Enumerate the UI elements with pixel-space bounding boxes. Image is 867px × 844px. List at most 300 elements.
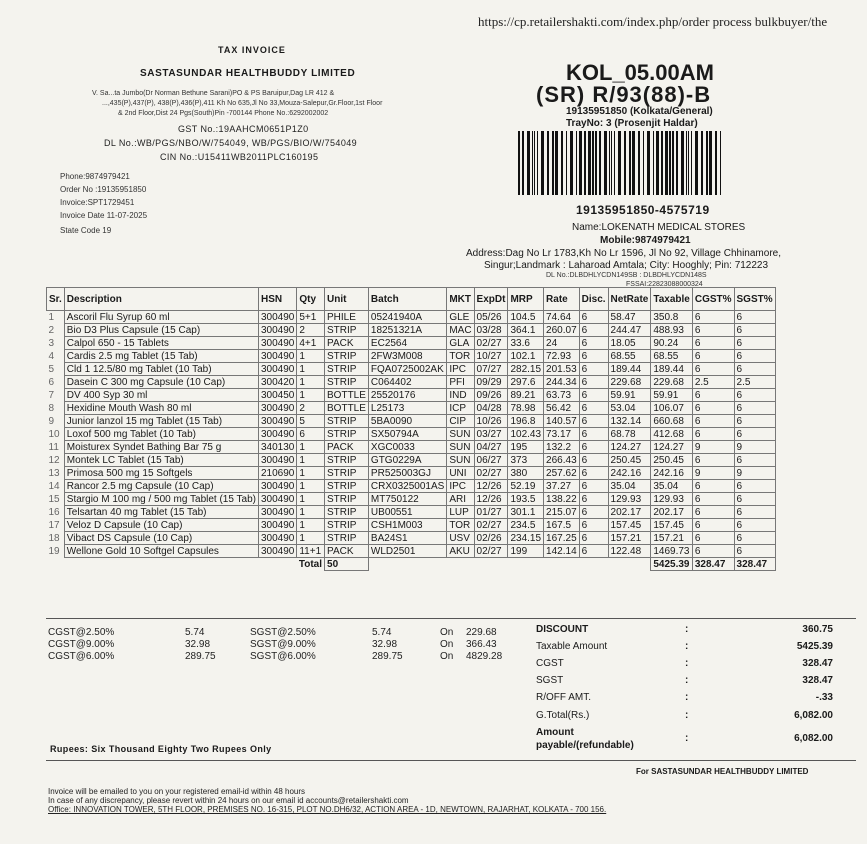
table-cell: 58.47 xyxy=(608,311,651,324)
table-cell: 6 xyxy=(579,337,608,350)
table-cell: C064402 xyxy=(368,376,446,389)
company-cin: CIN No.:U15411WB2011PLC160195 xyxy=(160,152,319,162)
table-cell: STRIP xyxy=(325,324,369,337)
column-header: SGST% xyxy=(734,288,775,311)
table-cell: 6 xyxy=(692,454,734,467)
table-cell: 234.15 xyxy=(508,532,544,545)
table-cell: BA24S1 xyxy=(368,532,446,545)
column-header: CGST% xyxy=(692,288,734,311)
table-cell: 6 xyxy=(692,389,734,402)
table-cell: 6 xyxy=(734,480,775,493)
table-cell: 6 xyxy=(692,506,734,519)
table-cell: 6 xyxy=(734,363,775,376)
table-cell: STRIP xyxy=(325,428,369,441)
table-cell: ICP xyxy=(447,402,474,415)
customer-address-1: Address:Dag No Lr 1783,Kh No Lr 1596, Jl No 92, Village Chhinamore, xyxy=(466,248,781,259)
table-cell: 6 xyxy=(692,337,734,350)
table-cell: Dasein C 300 mg Capsule (10 Cap) xyxy=(64,376,258,389)
barcode-bar xyxy=(672,131,674,195)
table-cell: 18 xyxy=(48,532,60,544)
table-cell: 14 xyxy=(48,480,60,492)
barcode-bar xyxy=(643,131,644,195)
table-cell: DV 400 Syp 30 ml xyxy=(64,389,258,402)
table-cell: 74.64 xyxy=(544,311,580,324)
table-cell: 138.22 xyxy=(544,493,580,506)
table-cell: IPC xyxy=(447,480,474,493)
table-cell: Hexidine Mouth Wash 80 ml xyxy=(64,402,258,415)
barcode-bar xyxy=(522,131,524,195)
totals-label: SGST xyxy=(536,675,564,686)
table-cell: STRIP xyxy=(325,506,369,519)
table-row xyxy=(47,389,776,402)
column-header: Sr. xyxy=(47,288,65,311)
table-cell: 132.14 xyxy=(608,415,651,428)
table-cell: 05241940A xyxy=(368,311,446,324)
amount-payable-label-2: payable/(refundable) xyxy=(536,740,634,751)
table-row xyxy=(47,467,776,480)
table-cell: 18251321A xyxy=(368,324,446,337)
tax-summary-on-label: On xyxy=(440,639,454,650)
table-cell: 6 xyxy=(579,363,608,376)
table-cell: FQA0725002AK xyxy=(368,363,446,376)
total-row xyxy=(47,558,776,571)
table-cell: 6 xyxy=(692,363,734,376)
table-cell: 488.93 xyxy=(651,324,693,337)
dispatch-slot: KOL_05.00AM xyxy=(566,60,714,85)
table-cell: 300450 xyxy=(258,389,296,402)
table-row xyxy=(47,402,776,415)
table-cell: 157.45 xyxy=(651,519,693,532)
amount-payable-value: 6,082.00 xyxy=(794,733,833,744)
table-cell: BOTTLE xyxy=(325,402,369,415)
shipping-barcode xyxy=(518,131,842,195)
customer-mobile: Mobile:9874979421 xyxy=(600,235,691,246)
table-cell: 6 xyxy=(734,532,775,545)
table-row xyxy=(47,506,776,519)
barcode-bar xyxy=(592,131,594,195)
table-cell: 157.21 xyxy=(651,532,693,545)
table-cell: 17 xyxy=(48,519,60,531)
table-cell: 380 xyxy=(508,467,544,480)
barcode-bar xyxy=(609,131,610,195)
table-cell: 157.45 xyxy=(608,519,651,532)
barcode-bar xyxy=(656,131,659,195)
table-cell: 300490 xyxy=(258,480,296,493)
table-cell: 6 xyxy=(734,454,775,467)
barcode-bar xyxy=(629,131,631,195)
table-cell: 6 xyxy=(692,402,734,415)
table-cell: STRIP xyxy=(325,363,369,376)
table-row xyxy=(47,545,776,558)
table-cell: MT750122 xyxy=(368,493,446,506)
table-cell: 129.93 xyxy=(651,493,693,506)
customer-address-2: Singur;Landmark : Laharoad Amtala; City: Hooghly; Pin: 712223 xyxy=(484,260,769,271)
invoice-date: Invoice Date 11-07-2025 xyxy=(60,211,148,220)
barcode-bar xyxy=(681,131,684,195)
table-header-row xyxy=(47,288,776,311)
totals-colon: : xyxy=(685,692,689,703)
table-cell: 1 xyxy=(297,493,325,506)
table-row xyxy=(47,519,776,532)
barcode-bar xyxy=(647,131,650,195)
table-cell: 63.73 xyxy=(544,389,580,402)
table-row xyxy=(47,376,776,389)
table-cell: BOTTLE xyxy=(325,389,369,402)
table-cell: 03/27 xyxy=(474,428,508,441)
barcode-bar xyxy=(576,131,577,195)
table-cell: 199 xyxy=(508,545,544,558)
table-cell: 02/26 xyxy=(474,532,508,545)
table-cell: 5 xyxy=(48,363,55,375)
table-cell: 2.5 xyxy=(734,376,775,389)
barcode-bar xyxy=(518,131,520,195)
table-cell: PACK xyxy=(325,337,369,350)
table-cell: 6 xyxy=(734,337,775,350)
table-cell: 24 xyxy=(544,337,580,350)
barcode-bar xyxy=(570,131,573,195)
table-cell: 9 xyxy=(48,415,55,427)
table-cell: 6 xyxy=(579,311,608,324)
table-cell: 300490 xyxy=(258,506,296,519)
totals-value: -.33 xyxy=(815,692,833,703)
table-cell: STRIP xyxy=(325,532,369,545)
table-cell: GTG0229A xyxy=(368,454,446,467)
table-cell: SUN xyxy=(447,454,474,467)
table-cell: 04/28 xyxy=(474,402,508,415)
table-cell: 52.19 xyxy=(508,480,544,493)
table-cell: 2 xyxy=(297,402,325,415)
table-cell: 9 xyxy=(734,441,775,454)
totals-colon: : xyxy=(685,624,689,635)
barcode-bar xyxy=(669,131,671,195)
tax-summary-cgst-label: CGST@2.50% xyxy=(48,627,115,638)
table-cell: 244.47 xyxy=(608,324,651,337)
table-cell: 90.24 xyxy=(651,337,693,350)
totals-label: G.Total(Rs.) xyxy=(536,710,590,721)
barcode-bar xyxy=(614,131,615,195)
table-cell: 1 xyxy=(297,532,325,545)
table-cell: 12/26 xyxy=(474,493,508,506)
table-cell: TOR xyxy=(447,519,474,532)
table-cell: 266.43 xyxy=(544,454,580,467)
table-cell: 73.17 xyxy=(544,428,580,441)
table-cell: 210690 xyxy=(258,467,296,480)
table-cell: 18.05 xyxy=(608,337,651,350)
barcode-bar xyxy=(532,131,533,195)
table-cell: 350.8 xyxy=(651,311,693,324)
table-cell: SX50794A xyxy=(368,428,446,441)
table-cell: CSH1M003 xyxy=(368,519,446,532)
table-cell: 300490 xyxy=(258,545,296,558)
table-cell: 6 xyxy=(734,545,775,558)
customer-dl: DL No.:DLBDHLYCDN149SB : DLBDHLYCDN148S xyxy=(546,272,707,279)
table-cell: 300490 xyxy=(258,415,296,428)
totals-label: R/OFF AMT. xyxy=(536,692,591,703)
table-row xyxy=(47,480,776,493)
table-cell: 6 xyxy=(579,441,608,454)
table-cell: 6 xyxy=(692,350,734,363)
table-cell: 6 xyxy=(579,545,608,558)
divider xyxy=(46,760,856,761)
table-cell: 167.5 xyxy=(544,519,580,532)
table-cell: 6 xyxy=(579,480,608,493)
table-cell: PACK xyxy=(325,545,369,558)
table-cell: 202.17 xyxy=(608,506,651,519)
barcode-bar xyxy=(665,131,668,195)
table-cell: 6 xyxy=(734,415,775,428)
barcode-bar xyxy=(618,131,621,195)
table-cell: 6 xyxy=(692,311,734,324)
item-table-body xyxy=(47,311,776,558)
table-cell: Primosa 500 mg 15 Softgels xyxy=(64,467,258,480)
table-cell: 1 xyxy=(297,376,325,389)
table-cell: STRIP xyxy=(325,350,369,363)
table-cell: 8 xyxy=(48,402,55,414)
barcode-bar xyxy=(701,131,703,195)
table-cell: 300490 xyxy=(258,428,296,441)
table-cell: 04/27 xyxy=(474,441,508,454)
table-cell: 1 xyxy=(297,454,325,467)
table-cell: CIP xyxy=(447,415,474,428)
buyer-phone: Phone:9874979421 xyxy=(60,172,130,181)
table-cell: 6 xyxy=(734,389,775,402)
table-cell: 122.48 xyxy=(608,545,651,558)
item-table xyxy=(46,287,776,571)
table-cell: 6 xyxy=(734,311,775,324)
table-cell: 11+1 xyxy=(297,545,325,558)
table-cell: STRIP xyxy=(325,493,369,506)
tax-summary-sgst-amt: 5.74 xyxy=(372,627,392,638)
table-cell: 78.98 xyxy=(508,402,544,415)
column-header: ExpDt xyxy=(474,288,508,311)
table-cell: 89.21 xyxy=(508,389,544,402)
barcode-bar xyxy=(534,131,535,195)
totals-label: DISCOUNT xyxy=(536,624,589,635)
table-cell: 215.07 xyxy=(544,506,580,519)
table-cell: 4+1 xyxy=(297,337,325,350)
table-cell: Telsartan 40 mg Tablet (15 Tab) xyxy=(64,506,258,519)
table-cell: 6 xyxy=(734,428,775,441)
total-cgst: 328.47 xyxy=(692,558,734,571)
totals-colon: : xyxy=(685,641,689,652)
table-cell: 5 xyxy=(297,415,325,428)
table-cell: 9 xyxy=(692,467,734,480)
table-cell: 142.14 xyxy=(544,545,580,558)
table-cell: 193.5 xyxy=(508,493,544,506)
table-cell: 1469.73 xyxy=(651,545,693,558)
table-cell: 1 xyxy=(48,311,55,323)
table-cell: 234.5 xyxy=(508,519,544,532)
table-cell: 129.93 xyxy=(608,493,651,506)
table-row xyxy=(47,324,776,337)
barcode-bar xyxy=(579,131,582,195)
total-label: Total xyxy=(298,558,323,570)
table-cell: 660.68 xyxy=(651,415,693,428)
divider xyxy=(46,618,856,619)
table-cell: STRIP xyxy=(325,467,369,480)
table-cell: 6 xyxy=(692,415,734,428)
table-cell: STRIP xyxy=(325,454,369,467)
column-header: Rate xyxy=(544,288,580,311)
tax-summary-on-amt: 229.68 xyxy=(466,627,497,638)
table-cell: 6 xyxy=(579,350,608,363)
table-cell: 12 xyxy=(48,454,60,466)
totals-value: 6,082.00 xyxy=(794,710,833,721)
table-row xyxy=(47,428,776,441)
column-header: Taxable xyxy=(651,288,693,311)
table-cell: Junior lanzol 15 mg Tablet (15 Tab) xyxy=(64,415,258,428)
tax-summary-sgst-label: SGST@2.50% xyxy=(250,627,316,638)
table-row xyxy=(47,350,776,363)
table-cell: 6 xyxy=(692,493,734,506)
table-cell: 364.1 xyxy=(508,324,544,337)
table-cell: 244.34 xyxy=(544,376,580,389)
table-cell: 02/27 xyxy=(474,467,508,480)
table-cell: 250.45 xyxy=(651,454,693,467)
table-cell: L25173 xyxy=(368,402,446,415)
table-cell: 6 xyxy=(734,350,775,363)
table-cell: 6 xyxy=(579,532,608,545)
amount-payable-colon: : xyxy=(685,733,689,744)
table-cell: CRX0325001AS xyxy=(368,480,446,493)
table-cell: 6 xyxy=(579,389,608,402)
column-header: NetRate xyxy=(608,288,651,311)
table-cell: Veloz D Capsule (10 Cap) xyxy=(64,519,258,532)
totals-label: Taxable Amount xyxy=(536,641,608,652)
table-cell: 300420 xyxy=(258,376,296,389)
table-cell: USV xyxy=(447,532,474,545)
table-cell: 6 xyxy=(692,324,734,337)
table-cell: 07/27 xyxy=(474,363,508,376)
table-cell: 6 xyxy=(579,467,608,480)
table-cell: 282.15 xyxy=(508,363,544,376)
table-cell: 1 xyxy=(297,441,325,454)
table-cell: 6 xyxy=(734,324,775,337)
order-city-line: 19135951850 (Kolkata/General) xyxy=(566,106,713,117)
table-cell: TOR xyxy=(447,350,474,363)
barcode-bar xyxy=(676,131,678,195)
table-cell: 140.57 xyxy=(544,415,580,428)
table-cell: 25520176 xyxy=(368,389,446,402)
table-cell: 229.68 xyxy=(608,376,651,389)
tax-summary-on-amt: 4829.28 xyxy=(466,651,503,662)
browser-url: https://cp.retailershakti.com/index.php/order process bulkbuyer/the xyxy=(478,14,828,29)
table-cell: 6 xyxy=(734,493,775,506)
table-cell: 19 xyxy=(48,545,60,557)
table-cell: 6 xyxy=(692,519,734,532)
table-cell: 6 xyxy=(579,506,608,519)
for-company: For SASTASUNDAR HEALTHBUDDY LIMITED xyxy=(636,767,809,776)
barcode-bar xyxy=(720,131,721,195)
table-cell: LUP xyxy=(447,506,474,519)
table-cell: 2 xyxy=(48,324,55,336)
barcode-bar xyxy=(537,131,538,195)
table-cell: 6 xyxy=(579,519,608,532)
barcode-bar xyxy=(566,131,567,195)
table-cell: Ascoril Flu Syrup 60 ml xyxy=(64,311,258,324)
barcode-bar xyxy=(604,131,607,195)
totals-label: CGST xyxy=(536,658,564,669)
table-cell: 68.55 xyxy=(608,350,651,363)
table-cell: 195 xyxy=(508,441,544,454)
column-header: HSN xyxy=(258,288,296,311)
table-cell: 15 xyxy=(48,493,60,505)
table-cell: Cardis 2.5 mg Tablet (15 Tab) xyxy=(64,350,258,363)
barcode-bar xyxy=(688,131,689,195)
table-cell: 12/26 xyxy=(474,480,508,493)
total-sgst: 328.47 xyxy=(734,558,775,571)
table-row xyxy=(47,337,776,350)
tax-summary-on-amt: 366.43 xyxy=(466,639,497,650)
table-cell: 301.1 xyxy=(508,506,544,519)
table-cell: 1 xyxy=(297,363,325,376)
table-cell: 6 xyxy=(579,402,608,415)
table-cell: 35.04 xyxy=(651,480,693,493)
table-cell: UNI xyxy=(447,467,474,480)
footer-line-3: Office: INNOVATION TOWER, 5TH FLOOR, PREMISES NO. 16-315, PLOT NO.DH6/32, ACTION AREA - 1D, NEWTOWN, RAJARHAT, KOLKATA - 700 156. xyxy=(48,805,607,814)
table-cell: 6 xyxy=(734,519,775,532)
table-cell: 300490 xyxy=(258,402,296,415)
table-cell: 6 xyxy=(579,415,608,428)
table-cell: 1 xyxy=(297,467,325,480)
table-cell: ARI xyxy=(447,493,474,506)
table-cell: 300490 xyxy=(258,493,296,506)
barcode-bar xyxy=(653,131,654,195)
tax-summary-on-label: On xyxy=(440,627,454,638)
table-cell: 6 xyxy=(734,506,775,519)
barcode-number: 19135951850-4575719 xyxy=(576,203,710,217)
table-row xyxy=(47,441,776,454)
table-cell: 7 xyxy=(48,389,55,401)
table-cell: PR525003GJ xyxy=(368,467,446,480)
table-cell: 09/26 xyxy=(474,389,508,402)
table-cell: 9 xyxy=(734,467,775,480)
table-cell: XGC0033 xyxy=(368,441,446,454)
table-cell: Vibact DS Capsule (10 Cap) xyxy=(64,532,258,545)
column-header: Unit xyxy=(325,288,369,311)
table-row xyxy=(47,311,776,324)
table-cell: 2FW3M008 xyxy=(368,350,446,363)
route-code: (SR) R/93(88)-B xyxy=(536,82,712,107)
barcode-bar xyxy=(706,131,708,195)
table-cell: 1 xyxy=(297,519,325,532)
company-name: SASTASUNDAR HEALTHBUDDY LIMITED xyxy=(140,68,356,79)
table-cell: 300490 xyxy=(258,532,296,545)
table-cell: 68.55 xyxy=(651,350,693,363)
totals-value: 328.47 xyxy=(802,658,833,669)
table-cell: 9 xyxy=(692,441,734,454)
table-cell: 4 xyxy=(48,350,55,362)
table-cell: 6 xyxy=(297,428,325,441)
table-cell: Bio D3 Plus Capsule (15 Cap) xyxy=(64,324,258,337)
table-cell: 02/27 xyxy=(474,519,508,532)
barcode-bar xyxy=(715,131,717,195)
table-cell: 412.68 xyxy=(651,428,693,441)
table-cell: IND xyxy=(447,389,474,402)
barcode-bar xyxy=(638,131,640,195)
column-header: Disc. xyxy=(579,288,608,311)
table-cell: 03/28 xyxy=(474,324,508,337)
tax-summary-sgst-amt: 32.98 xyxy=(372,639,398,650)
table-cell: Cld 1 12.5/80 mg Tablet (10 Tab) xyxy=(64,363,258,376)
customer-fssai: FSSAI:22823088000324 xyxy=(626,281,703,288)
company-gst: GST No.:19AAHCM0651P1Z0 xyxy=(178,124,309,134)
table-cell: PHILE xyxy=(325,311,369,324)
state-code: State Code 19 xyxy=(60,226,112,235)
table-cell: 1 xyxy=(297,389,325,402)
invoice-title: TAX INVOICE xyxy=(218,45,286,55)
table-cell: 6 xyxy=(692,545,734,558)
